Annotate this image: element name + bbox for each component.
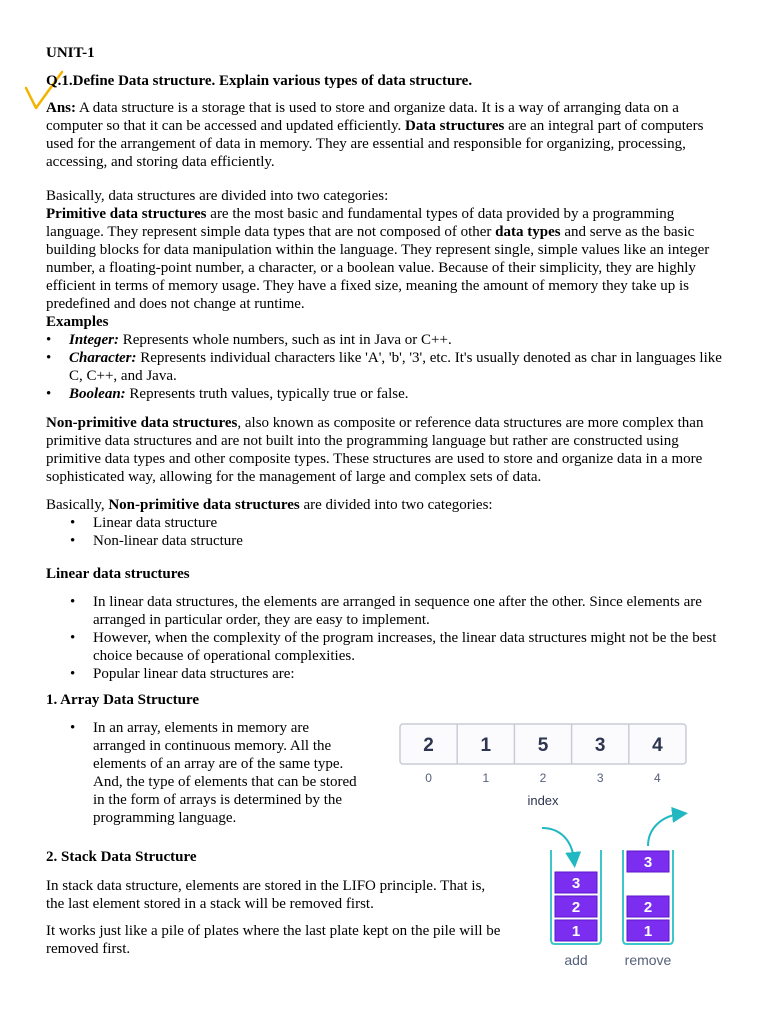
remove-label: remove (624, 952, 672, 968)
array-index-label: 1 (482, 771, 490, 785)
array-cell-value: 1 (480, 735, 492, 756)
stack-block-label: 3 (571, 875, 581, 892)
array-index-label: 2 (539, 771, 547, 785)
remove-arrow-icon (648, 814, 680, 846)
nonprimitive-paragraph (46, 414, 726, 486)
np-categories-list (70, 514, 723, 550)
categories-intro: Basically, data structures are divided into two categories: (46, 188, 389, 204)
array-figure (398, 722, 690, 814)
array-cell-value: 2 (423, 735, 434, 756)
stack-heading: 2. Stack Data Structure (46, 849, 197, 865)
primitive-paragraph (46, 205, 726, 313)
np-categories-intro: Basically, Non-primitive data structures are divided into two categories: (46, 497, 493, 513)
array-heading: 1. Array Data Structure (46, 692, 200, 708)
examples-list (46, 331, 725, 403)
array-index-label: 3 (596, 771, 604, 785)
list-item: • Character: Represents individual characters like 'A', 'b', '3', etc. It's usually denoted as char in languages like C, C++, and Java. (46, 350, 722, 384)
examples-heading: Examples (46, 314, 109, 330)
nonprimitive-term: Non-primitive data structures (46, 415, 238, 431)
primitive-text-2: and serve as the basic building blocks for data manipulation within the language. They represent single, simple values like an integer number, a floating-point number, a character, or a boolean value. Because of their simplicity, they are highly efficient in terms of memory usage. They have a fixed size, meaning the amount of memory they take up is predefined and does not change at runtime. (46, 224, 710, 312)
array-cell-value: 5 (537, 735, 549, 756)
linear-heading: Linear data structures (46, 566, 190, 582)
list-item: • Integer: Represents whole numbers, such as int in Java or C++. (46, 332, 452, 348)
unit-title: UNIT-1 (46, 45, 95, 61)
primitive-term: Primitive data structures (46, 206, 207, 222)
add-arrow-icon (542, 828, 574, 860)
stack-block-label: 1 (643, 923, 653, 940)
answer-label: Ans: (46, 100, 77, 116)
primitive-bold-term: data types (495, 224, 561, 240)
question-heading: Q.1.Define Data structure. Explain various types of data structure. (46, 73, 473, 89)
array-list (70, 719, 363, 827)
answer-text-1: A data structure is a storage that is used to store and organize data. It is a way of arranging data on a computer so that it can be accessed and updated efficiently. (46, 100, 679, 134)
array-cell-value: 4 (652, 735, 663, 756)
stack-figure (530, 806, 700, 974)
array-cell-value: 3 (594, 735, 606, 756)
array-index-label: 4 (654, 771, 661, 785)
stack-paragraph-1: In stack data structure, elements are stored in the LIFO principle. That is, the last element stored in a stack will be removed first. (46, 878, 486, 912)
stack-paragraph-2: It works just like a pile of plates where the last plate kept on the pile will be removed first. (46, 923, 501, 957)
primitive-text-1: are the most basic and fundamental types of data provided by a programming language. They represent simple data types that are not composed of other (46, 206, 675, 240)
nonprimitive-text: , also known as composite or reference data structures are more complex than primitive data structures and are not built into the programming language but rather are constructed using primitive data types and other composite types. These structures are used to store and organize data in a more sophisticated way, allowing for the management of large and complex sets of data. (46, 415, 704, 485)
linear-list (70, 593, 725, 683)
stack-block-label: 1 (571, 923, 581, 940)
list-item: • However, when the complexity of the program increases, the linear data structures might not be the best choice because of operational complexities. (70, 630, 717, 664)
answer-text-2: are an integral part of computers used for the arrangement of data in memory. They are essential and responsible for organizing, processing, accessing, and storing data efficiently. (46, 118, 704, 170)
list-item: • Popular linear data structures are: (70, 666, 295, 682)
add-label: add (564, 952, 588, 968)
array-index-label: 0 (425, 771, 432, 785)
list-item: • Non-linear data structure (70, 533, 243, 549)
stack-block-label: 2 (643, 899, 653, 916)
answer-paragraph (46, 99, 726, 171)
list-item: • Boolean: Represents truth values, typically true or false. (46, 386, 409, 402)
answer-bold-term: Data structures (405, 118, 505, 134)
index-label: index (527, 793, 559, 808)
stack-block-label: 3 (643, 854, 653, 871)
stack-block-label: 2 (571, 899, 581, 916)
list-item: • In linear data structures, the elements are arranged in sequence one after the other. Since elements are arranged in particular order, they are easy to implement. (70, 594, 702, 628)
list-item: • Linear data structure (70, 515, 218, 531)
list-item: • In an array, elements in memory are arranged in continuous memory. All the elements of an array are of the same type. And, the type of elements that can be stored in the form of arrays is determined by the programming language. (70, 720, 357, 826)
